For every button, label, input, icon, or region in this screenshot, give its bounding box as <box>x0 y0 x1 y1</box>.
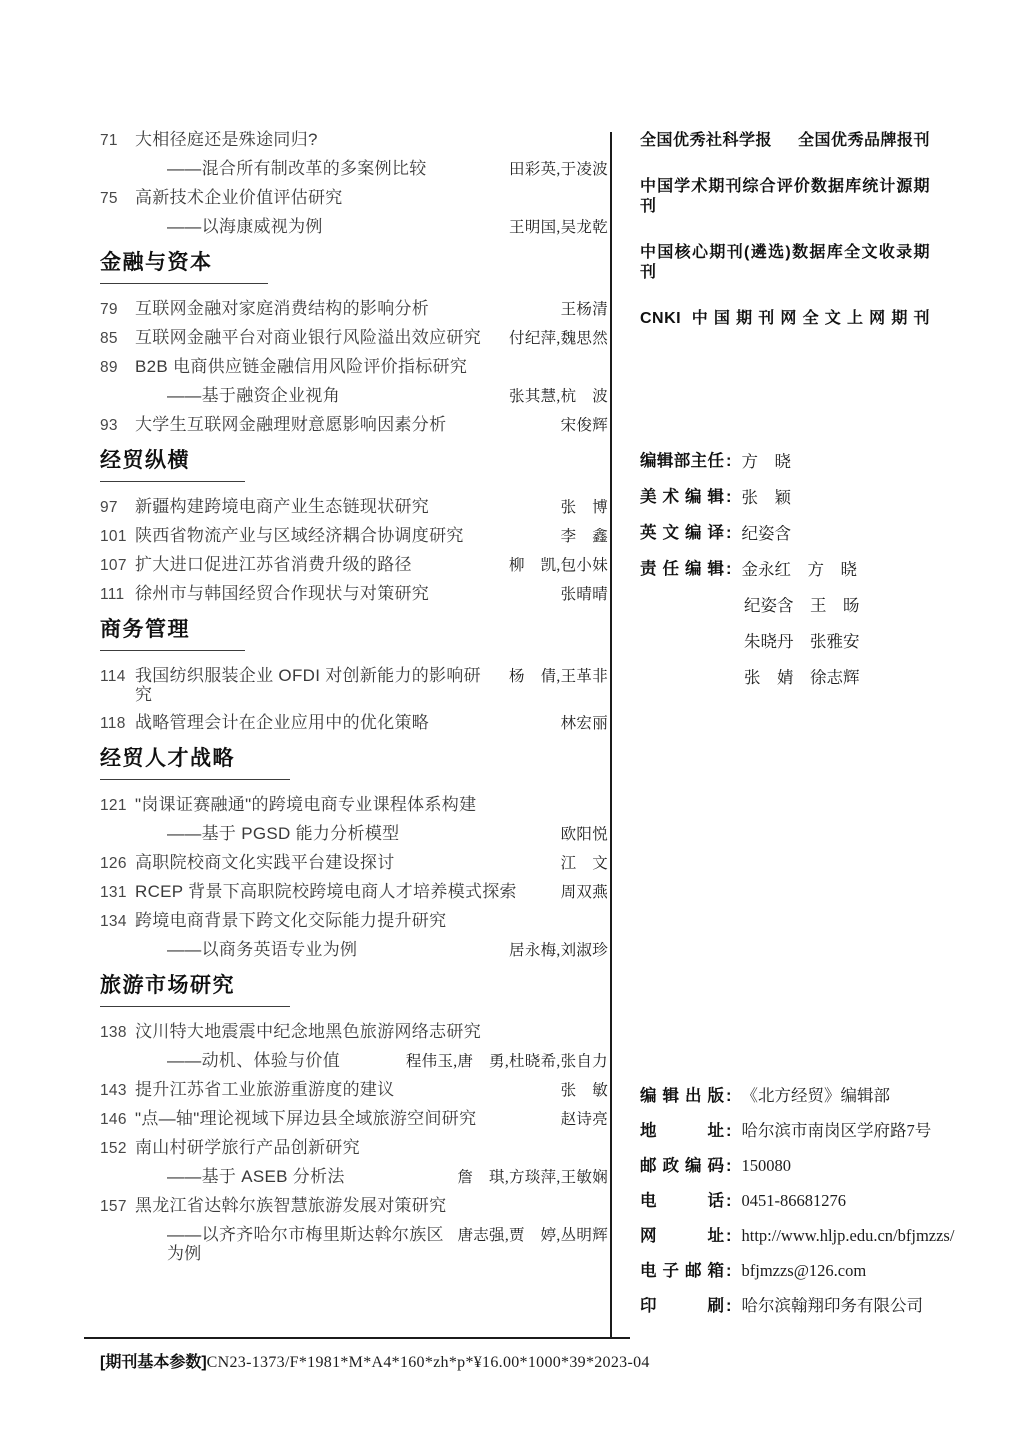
accolade-line: 中国学术期刊综合评价数据库统计源期刊 <box>640 178 930 215</box>
toc-authors: 詹 琪,方琰萍,王敏娴 <box>457 1169 608 1186</box>
toc-subtitle-row <box>100 1051 608 1071</box>
toc-entry <box>100 713 608 733</box>
publisher-row <box>640 1086 960 1106</box>
section-header <box>100 246 608 284</box>
publisher-label: 网址 <box>640 1227 724 1245</box>
toc-entry <box>100 130 608 150</box>
toc-page-number: 134 <box>100 913 127 930</box>
toc-entry <box>100 1196 608 1216</box>
editorial-colon: : <box>726 560 732 578</box>
footer-value: CN23-1373/F*1981*M*A4*160*zh*p*¥16.00*1000*39*2023-04 <box>206 1354 650 1371</box>
toc-subtitle-row <box>100 386 608 406</box>
toc-title: 扩大进口促进江苏省消费升级的路径 <box>135 555 412 574</box>
toc-subtitle-row <box>100 1225 608 1263</box>
editorial-label: 英文编译 <box>640 524 724 542</box>
toc-subtitle: ——基于融资企业视角 <box>167 386 340 405</box>
publisher-row <box>640 1121 960 1141</box>
editorial-row <box>640 632 940 651</box>
toc-subtitle-row <box>100 217 608 237</box>
toc-entry <box>100 415 608 435</box>
accolade-line: 中国核心期刊(遴选)数据库全文收录期刊 <box>640 244 930 281</box>
toc-title: 高新技术企业价值评估研究 <box>135 188 343 207</box>
editorial-label: 美术编辑 <box>640 488 724 506</box>
editorial-row <box>640 488 940 507</box>
toc-title: "岗课证赛融通"的跨境电商专业课程体系构建 <box>135 795 477 814</box>
toc-page-number: 157 <box>100 1198 127 1215</box>
toc-page-number: 97 <box>100 499 118 516</box>
publisher-row <box>640 1156 960 1176</box>
publisher-label: 邮政编码 <box>640 1157 724 1175</box>
publisher-value: 《北方经贸》编辑部 <box>741 1086 890 1105</box>
toc-page-number: 85 <box>100 330 118 347</box>
editorial-value: 张 婧 徐志辉 <box>744 668 860 687</box>
publisher-row <box>640 1296 960 1316</box>
toc-entry <box>100 795 608 815</box>
editorial-label: 编辑部主任 <box>640 452 724 470</box>
toc-authors: 张 敏 <box>560 1082 608 1099</box>
publisher-label: 地址 <box>640 1122 724 1140</box>
toc-subtitle-row <box>100 159 608 179</box>
toc-title: 互联网金融对家庭消费结构的影响分析 <box>135 299 430 318</box>
editorial-colon: : <box>726 452 732 470</box>
publisher-label: 编辑出版 <box>640 1087 724 1105</box>
toc-title: 汶川特大地震震中纪念地黑色旅游网络志研究 <box>135 1022 481 1041</box>
toc-authors: 张晴晴 <box>560 586 608 603</box>
editorial-row <box>640 524 940 543</box>
publisher-colon: : <box>726 1157 732 1175</box>
publisher-value: 哈尔滨市南岗区学府路7号 <box>741 1121 932 1140</box>
toc-title: 高职院校商文化实践平台建设探讨 <box>135 853 395 872</box>
toc-page-number: 121 <box>100 797 127 814</box>
toc-page-number: 89 <box>100 359 118 376</box>
publisher-info-block <box>640 1086 960 1331</box>
footer-rule <box>84 1337 630 1339</box>
section-header <box>100 444 608 482</box>
vertical-divider <box>610 132 612 1338</box>
accolade-text: 全国优秀社科学报 <box>640 132 773 149</box>
toc-entry <box>100 555 608 575</box>
toc-entry <box>100 882 608 902</box>
publisher-colon: : <box>726 1122 732 1140</box>
toc-entry <box>100 1138 608 1158</box>
toc-entry <box>100 666 608 704</box>
toc-page-number: 93 <box>100 417 118 434</box>
toc-authors: 柳 凯,包小妹 <box>509 557 608 574</box>
editorial-value: 张 颖 <box>741 488 791 507</box>
editorial-row <box>640 596 940 615</box>
editorial-row <box>640 452 940 471</box>
toc-title: "点—轴"理论视域下屏边县全域旅游空间研究 <box>135 1109 477 1128</box>
editorial-value: 方 晓 <box>741 452 791 471</box>
toc-authors: 李 鑫 <box>560 528 608 545</box>
toc-entry <box>100 911 608 931</box>
toc-page-number: 101 <box>100 528 127 545</box>
toc-title: 大学生互联网金融理财意愿影响因素分析 <box>135 415 447 434</box>
toc-authors: 江 文 <box>560 855 608 872</box>
section-title: 旅游市场研究 <box>100 969 290 1007</box>
accolade-line <box>640 131 930 151</box>
toc-subtitle: ——以商务英语专业为例 <box>167 940 358 959</box>
toc-page-number: 138 <box>100 1024 127 1041</box>
section-header <box>100 742 608 780</box>
publisher-colon: : <box>726 1192 732 1210</box>
section-title: 经贸纵横 <box>100 444 245 482</box>
publisher-value: 0451-86681276 <box>741 1191 846 1210</box>
toc-title: RCEP 背景下高职院校跨境电商人才培养模式探索 <box>135 882 517 901</box>
toc-page-number: 118 <box>100 715 126 732</box>
toc-entry <box>100 188 608 208</box>
toc-authors: 王杨清 <box>560 301 608 318</box>
toc-page-number: 143 <box>100 1082 127 1099</box>
toc-subtitle: ——以海康威视为例 <box>167 217 323 236</box>
toc-page-number: 152 <box>100 1140 127 1157</box>
publisher-colon: : <box>726 1087 732 1105</box>
toc-page-number: 71 <box>100 132 118 149</box>
toc-authors: 张 博 <box>560 499 608 516</box>
toc-authors: 周双燕 <box>560 884 608 901</box>
toc-title: 互联网金融平台对商业银行风险溢出效应研究 <box>135 328 481 347</box>
section-title: 金融与资本 <box>100 246 268 284</box>
section-title: 商务管理 <box>100 613 245 651</box>
toc-title: 大相径庭还是殊途同归? <box>135 130 318 149</box>
section-header <box>100 969 608 1007</box>
editorial-label: 责任编辑 <box>640 560 724 578</box>
accolade-text: 全国优秀品牌报刊 <box>797 132 930 149</box>
toc-title: 跨境电商背景下跨文化交际能力提升研究 <box>135 911 447 930</box>
editorial-value: 纪姿含 王 旸 <box>744 596 860 615</box>
toc-authors: 宋俊辉 <box>560 417 608 434</box>
toc-title: 徐州市与韩国经贸合作现状与对策研究 <box>135 584 430 603</box>
toc-authors: 付纪萍,魏思然 <box>509 330 608 347</box>
toc-subtitle: ——以齐齐哈尔市梅里斯达斡尔族区为例 <box>167 1225 444 1263</box>
toc-entry <box>100 497 608 517</box>
toc-authors: 林宏丽 <box>560 715 608 732</box>
toc-authors: 赵诗亮 <box>560 1111 608 1128</box>
editorial-row <box>640 668 940 687</box>
toc-title: 新疆构建跨境电商产业生态链现状研究 <box>135 497 430 516</box>
footer-label: [期刊基本参数] <box>100 1354 207 1371</box>
toc-authors: 程伟玉,唐 勇,杜晓希,张自力 <box>405 1053 608 1070</box>
toc-page-number: 79 <box>100 301 118 318</box>
editorial-colon: : <box>726 524 732 542</box>
toc-authors: 杨 倩,王革非 <box>509 668 608 685</box>
publisher-colon: : <box>726 1297 732 1315</box>
publisher-row <box>640 1191 960 1211</box>
editorial-staff-block <box>640 452 940 704</box>
journal-accolades <box>640 131 930 355</box>
publisher-email: bfjmzzs@126.com <box>741 1261 867 1280</box>
toc-entry <box>100 853 608 873</box>
toc-authors: 居永梅,刘淑珍 <box>509 942 608 959</box>
publisher-label: 电子邮箱 <box>640 1262 724 1280</box>
publisher-value: 哈尔滨翰翔印务有限公司 <box>741 1296 923 1315</box>
publisher-colon: : <box>726 1227 732 1245</box>
section-header <box>100 613 608 651</box>
publisher-url: http://www.hljp.edu.cn/bfjmzzs/ <box>741 1226 955 1245</box>
toc-title: 我国纺织服装企业 OFDI 对创新能力的影响研究 <box>135 666 481 704</box>
toc-column <box>100 130 608 1272</box>
editorial-value: 朱晓丹 张雅安 <box>744 632 860 651</box>
toc-authors: 王明国,吴龙乾 <box>509 219 608 236</box>
toc-title: 黑龙江省达斡尔族智慧旅游发展对策研究 <box>135 1196 447 1215</box>
toc-authors: 欧阳悦 <box>560 826 608 843</box>
publisher-value: 150080 <box>741 1156 791 1175</box>
toc-entry <box>100 299 608 319</box>
toc-subtitle-row <box>100 1167 608 1187</box>
publisher-label: 电话 <box>640 1192 724 1210</box>
section-title: 经贸人才战略 <box>100 742 290 780</box>
publisher-row <box>640 1261 960 1281</box>
toc-page-number: 126 <box>100 855 127 872</box>
toc-page-number: 114 <box>100 668 126 685</box>
toc-title: 陕西省物流产业与区域经济耦合协调度研究 <box>135 526 464 545</box>
publisher-colon: : <box>726 1262 732 1280</box>
toc-subtitle-row <box>100 824 608 844</box>
toc-entry <box>100 357 608 377</box>
editorial-colon: : <box>726 488 732 506</box>
toc-authors: 田彩英,于凌波 <box>509 161 608 178</box>
publisher-label: 印刷 <box>640 1297 724 1315</box>
editorial-row <box>640 560 940 579</box>
journal-basic-parameters <box>100 1349 650 1372</box>
toc-entry <box>100 1022 608 1042</box>
toc-page-number: 131 <box>100 884 127 901</box>
toc-subtitle-row <box>100 940 608 960</box>
toc-subtitle: ——混合所有制改革的多案例比较 <box>167 159 427 178</box>
toc-page-number: 107 <box>100 557 127 574</box>
toc-title: B2B 电商供应链金融信用风险评价指标研究 <box>135 357 468 376</box>
toc-page-number: 111 <box>100 586 125 603</box>
toc-authors: 张其慧,杭 波 <box>509 388 608 405</box>
toc-subtitle: ——基于 PGSD 能力分析模型 <box>167 824 400 843</box>
toc-entry <box>100 1080 608 1100</box>
toc-subtitle: ——基于 ASEB 分析法 <box>167 1167 345 1186</box>
editorial-value: 纪姿含 <box>741 524 791 543</box>
toc-title: 战略管理会计在企业应用中的优化策略 <box>135 713 430 732</box>
toc-subtitle: ——动机、体验与价值 <box>167 1051 340 1070</box>
toc-authors: 唐志强,贾 婷,丛明辉 <box>457 1227 608 1244</box>
editorial-value: 金永红 方 晓 <box>741 560 857 579</box>
toc-entry <box>100 1109 608 1129</box>
toc-page-number: 75 <box>100 190 118 207</box>
toc-entry <box>100 584 608 604</box>
accolade-line: CNKI 中国期刊网全文上网期刊 <box>640 310 930 327</box>
toc-entry <box>100 328 608 348</box>
toc-title: 提升江苏省工业旅游重游度的建议 <box>135 1080 395 1099</box>
toc-entry <box>100 526 608 546</box>
publisher-row <box>640 1226 960 1246</box>
toc-title: 南山村研学旅行产品创新研究 <box>135 1138 360 1157</box>
toc-page-number: 146 <box>100 1111 127 1128</box>
